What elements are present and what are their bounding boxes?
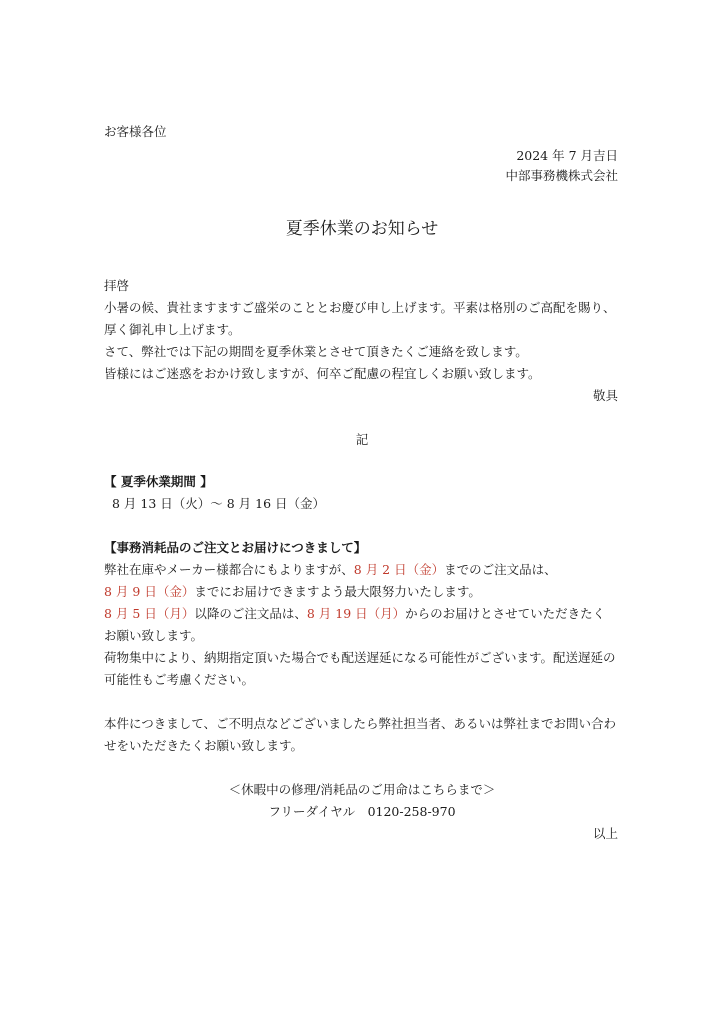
supplies-line-5: 荷物集中により、納期指定頂いた場合でも配送遅延になる可能性がございます。配送遅延の (104, 650, 616, 665)
addressee: お客様各位 (104, 124, 167, 139)
resume-delivery-date: 8 月 19 日（月） (306, 606, 406, 621)
order-deadline-date: 8 月 2 日（金） (353, 562, 445, 577)
greeting-haikei: 拝啓 (104, 278, 130, 293)
holiday-period-heading: 【 夏季休業期間 】 (104, 474, 213, 489)
freedial-number: フリーダイヤル 0120-258-970 (268, 804, 456, 819)
paragraph-1-line-1: 小暑の候、貴社ますますご盛栄のこととお慶び申し上げます。平素は格別のご高配を賜り、 (104, 300, 616, 315)
supplies-line-4: お願い致します。 (104, 628, 204, 643)
paragraph-1-line-2: 厚く御礼申し上げます。 (104, 322, 241, 337)
supplies-heading: 【事務消耗品のご注文とお届けにつきまして】 (104, 540, 367, 555)
supplies-line-1-text-b: までのご注文品は、 (444, 562, 557, 577)
closing-keigu: 敬具 (592, 388, 618, 403)
supplies-line-3 (104, 606, 605, 622)
supplies-line-2 (104, 584, 481, 600)
letter-title: 夏季休業のお知らせ (285, 219, 439, 239)
supplies-line-2-text: までにお届けできますよう最大限努力いたします。 (194, 584, 481, 599)
supplies-line-6: 可能性もご考慮ください。 (104, 672, 255, 687)
holiday-period-value: 8 月 13 日（火）～ 8 月 16 日（金） (112, 496, 326, 511)
contact-line-2: せをいただきたくお願い致します。 (104, 738, 304, 753)
company-name: 中部事務機株式会社 (505, 168, 618, 183)
later-order-date: 8 月 5 日（月） (104, 606, 195, 621)
paragraph-2: さて、弊社では下記の期間を夏季休業とさせて頂きたくご連絡を致します。 (104, 344, 528, 359)
contact-line-1: 本件につきまして、ご不明点などございましたら弊社担当者、あるいは弊社までお問い合わ (104, 716, 617, 731)
supplies-line-1 (104, 562, 557, 578)
ki-marker: 記 (355, 432, 369, 447)
supplies-line-1-text-a: 弊社在庫やメーカー様都合にもよりますが、 (104, 562, 354, 577)
closing-ijou: 以上 (592, 826, 618, 841)
delivery-deadline-date: 8 月 9 日（金） (104, 584, 195, 599)
supplies-line-3-text-a: 以降のご注文品は、 (194, 606, 307, 621)
paragraph-3: 皆様にはご迷惑をおかけ致しますが、何卒ご配慮の程宜しくお願い致します。 (104, 366, 541, 381)
repair-contact-heading: ＜休暇中の修理/消耗品のご用命はこちらまで＞ (228, 782, 496, 797)
letter-date: 2024 年 7 月吉日 (516, 148, 618, 163)
supplies-line-3-text-b: からのお届けとさせていただきたく (405, 606, 606, 621)
